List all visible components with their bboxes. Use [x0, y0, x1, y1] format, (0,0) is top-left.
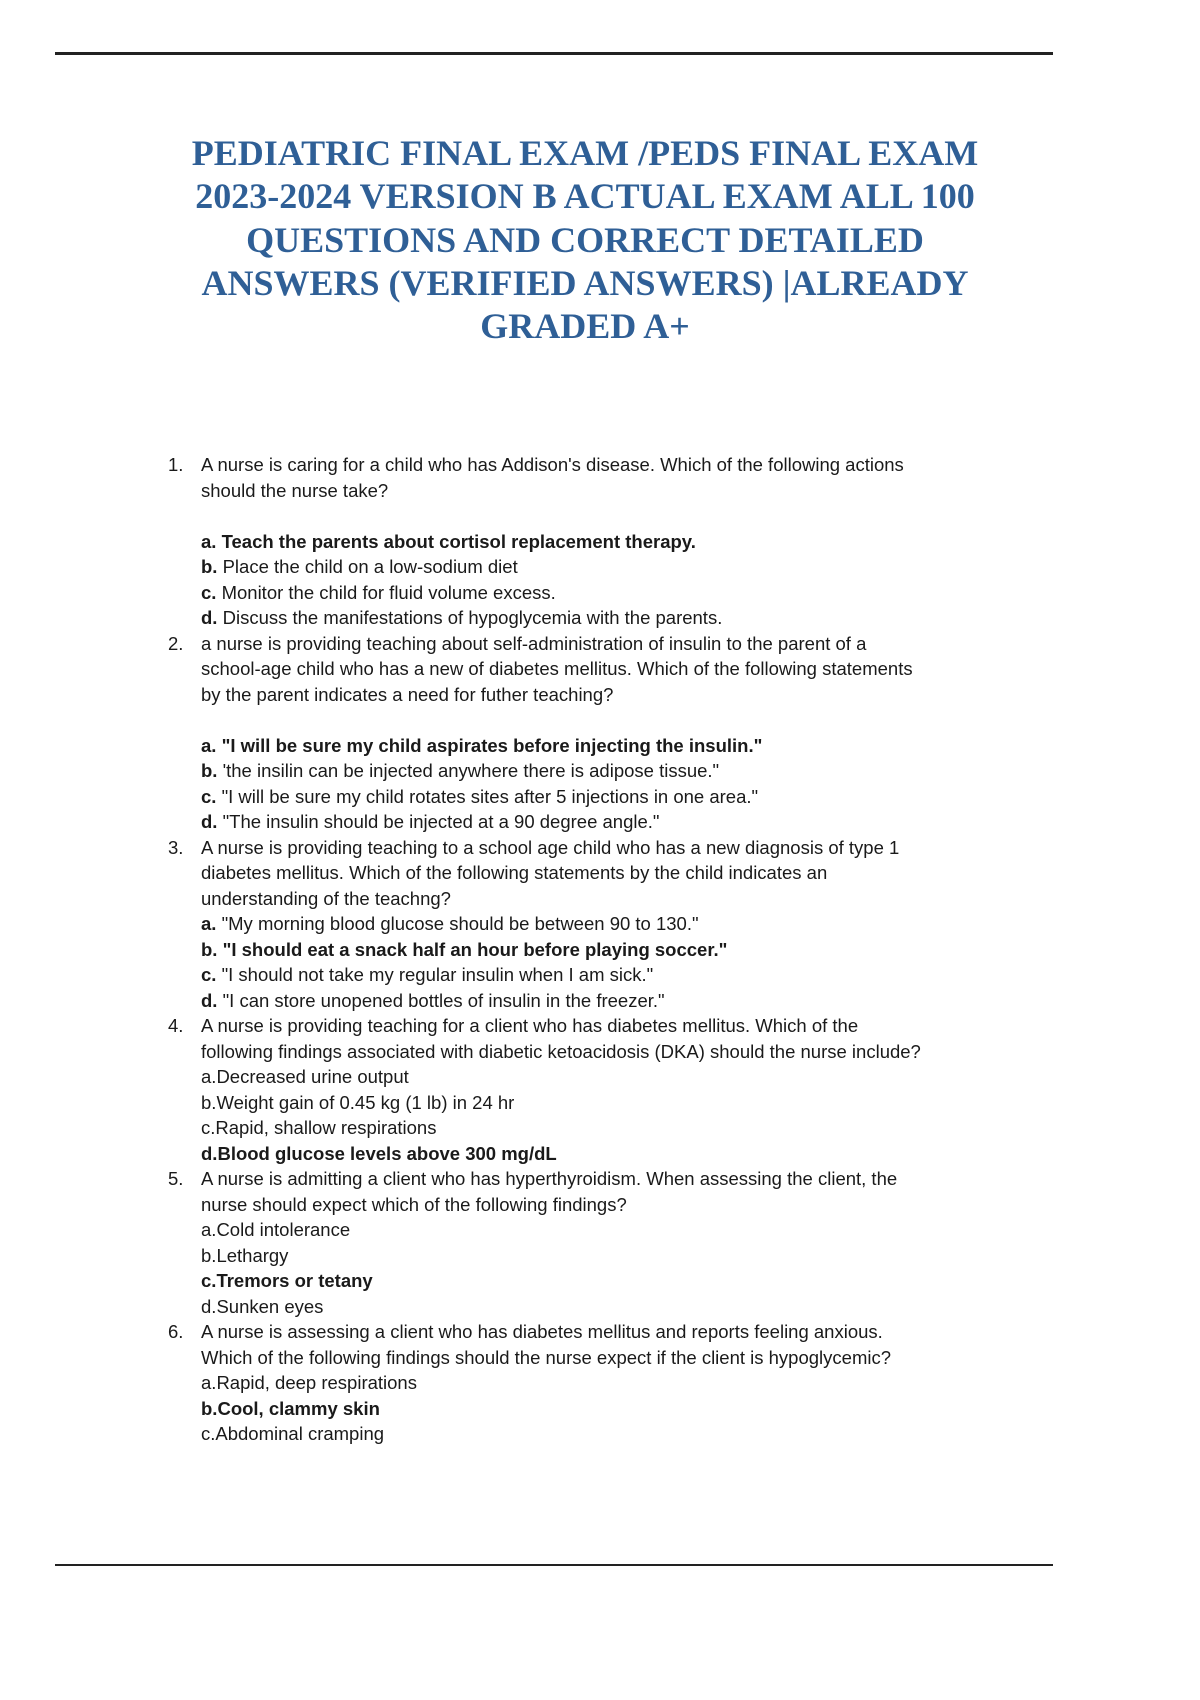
option-letter: c. [201, 785, 217, 807]
question-item [168, 1013, 1068, 1166]
correct-answer-option [201, 1141, 1068, 1167]
option-text: "My morning blood glucose should be between 90 to 130." [216, 913, 699, 934]
question-text-line: A nurse is assessing a client who has diabetes mellitus and reports feeling anxious. [201, 1321, 883, 1342]
question-list [168, 452, 1068, 1447]
question-text-line: understanding of the teachng? [201, 887, 451, 909]
question-number: 4. [168, 1015, 184, 1036]
option-letter: a. [201, 1066, 217, 1087]
option-letter: b. [201, 556, 218, 577]
question-item [168, 631, 1068, 835]
option-letter: b. [201, 760, 218, 781]
question-number: 2. [168, 632, 184, 654]
document-title [150, 132, 1020, 348]
answer-option [201, 554, 1068, 580]
question-number: 1. [168, 454, 184, 475]
question-text-line: by the parent indicates a need for futher teaching? [201, 683, 614, 705]
option-letter: c. [201, 581, 217, 603]
answer-option [201, 988, 1068, 1014]
option-text: 'the insilin can be injected anywhere there is adipose tissue." [217, 760, 720, 781]
option-text: Abdominal cramping [215, 1423, 385, 1444]
title-line: QUESTIONS AND CORRECT DETAILED [246, 219, 924, 260]
option-text: Blood glucose levels above 300 mg/dL [217, 1142, 557, 1164]
question-text-line: should the nurse take? [201, 479, 389, 501]
option-letter: c. [201, 1423, 216, 1444]
option-text: "I should not take my regular insulin when I am sick." [216, 964, 654, 985]
answer-option [201, 1090, 1068, 1116]
spacer [201, 503, 1068, 529]
question-text-line: a nurse is providing teaching about self-administration of insulin to the parent of a [201, 632, 867, 654]
option-letter: d. [201, 989, 218, 1011]
option-text: "I should eat a snack half an hour before playing soccer." [217, 938, 728, 960]
question-text-line: nurse should expect which of the following findings? [201, 1193, 627, 1215]
question-text-line: A nurse is providing teaching to a school age child who has a new diagnosis of type 1 [201, 836, 900, 858]
option-letter: c. [201, 1117, 216, 1138]
option-text: "I will be sure my child aspirates before injecting the insulin." [216, 734, 763, 756]
question-item [168, 1319, 1068, 1447]
option-letter: b. [201, 1091, 217, 1113]
option-text: Rapid, deep respirations [216, 1372, 417, 1393]
question-item [168, 452, 1068, 631]
option-letter: a. [201, 1219, 217, 1240]
option-text: "I can store unopened bottles of insulin in the freezer." [217, 989, 665, 1011]
option-text: Cool, clammy skin [217, 1397, 380, 1419]
correct-answer-option [201, 1396, 1068, 1422]
question-text-line: school-age child who has a new of diabetes mellitus. Which of the following statements [201, 658, 913, 679]
option-letter: b. [201, 938, 218, 960]
correct-answer-option [201, 1268, 1068, 1294]
option-text: Teach the parents about cortisol replacement therapy. [216, 530, 696, 552]
question-text-line: diabetes mellitus. Which of the following statements by the child indicates an [201, 862, 828, 883]
option-letter: d. [201, 1142, 218, 1164]
answer-option [201, 809, 1068, 835]
question-text-line: A nurse is caring for a child who has Addison's disease. Which of the following actions [201, 454, 904, 475]
option-text: Monitor the child for fluid volume excess. [216, 581, 556, 603]
answer-option [201, 1370, 1068, 1396]
answer-option [201, 1115, 1068, 1141]
option-letter: a. [201, 1372, 217, 1393]
answer-option [201, 605, 1068, 631]
answer-option [201, 784, 1068, 810]
header-rule [55, 52, 1053, 55]
spacer [201, 707, 1068, 733]
answer-option [201, 1217, 1068, 1243]
option-text: Rapid, shallow respirations [215, 1117, 437, 1138]
option-letter: a. [201, 913, 217, 934]
question-item [168, 1166, 1068, 1319]
correct-answer-option [201, 733, 1068, 759]
option-letter: d. [201, 1295, 217, 1317]
option-letter: b. [201, 1244, 217, 1266]
answer-option [201, 758, 1068, 784]
answer-option [201, 580, 1068, 606]
option-letter: c. [201, 964, 217, 985]
option-text: "The insulin should be injected at a 90 degree angle." [217, 811, 660, 832]
option-letter: d. [201, 607, 218, 628]
option-text: Decreased urine output [216, 1066, 409, 1087]
option-text: "I will be sure my child rotates sites after 5 injections in one area." [216, 785, 759, 807]
answer-option [201, 1294, 1068, 1320]
option-letter: d. [201, 811, 218, 832]
title-line: 2023-2024 VERSION B ACTUAL EXAM ALL 100 [195, 176, 975, 217]
option-letter: c. [201, 1270, 217, 1291]
question-text-line: following findings associated with diabetic ketoacidosis (DKA) should the nurse include? [201, 1040, 921, 1062]
question-number: 6. [168, 1321, 184, 1342]
option-text: Tremors or tetany [216, 1270, 373, 1291]
question-text-line: Which of the following findings should the nurse expect if the client is hypoglycemic? [201, 1346, 892, 1368]
option-text: Sunken eyes [216, 1295, 324, 1317]
question-text-line: A nurse is admitting a client who has hyperthyroidism. When assessing the client, the [201, 1168, 898, 1189]
question-number: 5. [168, 1168, 184, 1189]
question-item [168, 835, 1068, 1014]
correct-answer-option [201, 529, 1068, 555]
answer-option [201, 962, 1068, 988]
title-line: PEDIATRIC FINAL EXAM /PEDS FINAL EXAM [191, 133, 979, 173]
option-text: Place the child on a low-sodium diet [217, 556, 518, 577]
question-number: 3. [168, 836, 184, 858]
option-text: Lethargy [216, 1244, 289, 1266]
option-text: Discuss the manifestations of hypoglycemia with the parents. [217, 607, 723, 628]
option-letter: a. [201, 734, 217, 756]
option-text: Cold intolerance [216, 1219, 351, 1240]
correct-answer-option [201, 937, 1068, 963]
question-text-line: A nurse is providing teaching for a client who has diabetes mellitus. Which of the [201, 1015, 859, 1036]
option-letter: a. [201, 530, 217, 552]
title-line: ANSWERS (VERIFIED ANSWERS) |ALREADY [201, 262, 969, 303]
answer-option [201, 1243, 1068, 1269]
answer-option [201, 911, 1068, 937]
answer-option [201, 1064, 1068, 1090]
title-line: GRADED A+ [480, 306, 690, 347]
option-text: Weight gain of 0.45 kg (1 lb) in 24 hr [216, 1091, 515, 1113]
option-letter: b. [201, 1397, 218, 1419]
answer-option [201, 1421, 1068, 1447]
footer-rule [55, 1564, 1053, 1566]
